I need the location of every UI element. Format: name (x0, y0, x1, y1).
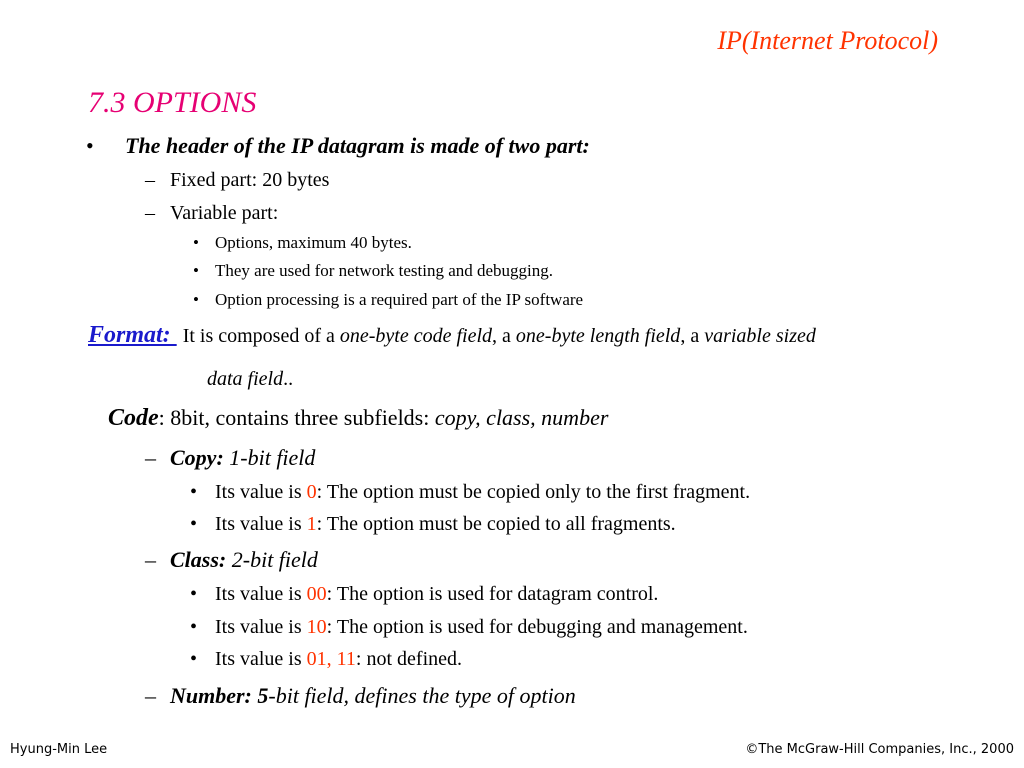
dash: – (145, 547, 156, 572)
code-label: Code (108, 405, 159, 431)
number-line (170, 683, 576, 709)
list-item: Options, maximum 40 bytes. (215, 233, 412, 252)
list-item (215, 481, 750, 504)
fixed-part-text: Fixed part: 20 bytes (170, 169, 330, 191)
bullet: • (190, 616, 198, 638)
copy-label: Copy: (170, 445, 224, 470)
format-italic-2: one-byte length field (515, 325, 681, 347)
bullet: • (190, 648, 198, 670)
list-item: Option processing is a required part of the IP software (215, 290, 584, 309)
value-code: 00 (306, 583, 327, 605)
code-text: 8bit, contains three subfields: (164, 405, 435, 430)
list-item (215, 648, 462, 671)
number-label: Number: 5 (170, 683, 269, 708)
list-item (215, 616, 748, 639)
format-data-field: data field (207, 368, 284, 390)
format-line-2 (207, 368, 293, 391)
value-post: : The option must be copied to all fragments. (316, 513, 676, 535)
format-italic-3: variable sized (704, 325, 816, 347)
bullet: • (190, 583, 198, 605)
format-line (88, 322, 816, 349)
format-label: Format: (88, 322, 177, 348)
value-post: : not defined. (355, 648, 463, 670)
intro-text: The header of the IP datagram is made of two part: (125, 133, 590, 158)
section-title: 7.3 OPTIONS (88, 86, 257, 119)
class-desc: 2-bit field (226, 547, 318, 572)
class-line (170, 547, 318, 573)
bullet: • (190, 481, 198, 503)
dash: – (145, 202, 155, 224)
bullet: • (193, 233, 199, 252)
format-italic-1: one-byte code field (339, 325, 493, 347)
list-item (215, 513, 676, 536)
code-subfields: copy, class, number (434, 405, 609, 430)
header-title: IP(Internet Protocol) (717, 26, 938, 55)
value-post: : The option is used for debugging and management. (326, 616, 748, 638)
copy-desc: 1-bit field (223, 445, 316, 470)
value-post: : The option must be copied only to the first fragment. (316, 481, 751, 503)
intro-bullet: • (86, 133, 94, 158)
value-code: 01, 11 (306, 648, 356, 670)
bullet: • (190, 513, 198, 535)
format-text-3: , a (680, 325, 705, 347)
list-item: They are used for network testing and debugging. (215, 261, 554, 280)
value-post: : The option is used for datagram control. (326, 583, 659, 605)
number-desc: -bit field, defines the type of option (268, 683, 576, 708)
format-line-2-end: .. (283, 368, 294, 390)
value-pre: Its value is (215, 481, 307, 503)
copy-line (170, 445, 315, 471)
format-text-1: It is composed of a (182, 325, 340, 347)
code-colon: : (158, 405, 165, 430)
value-pre: Its value is (215, 616, 307, 638)
footer-author: Hyung-Min Lee (10, 742, 108, 757)
code-line (108, 405, 608, 432)
value-pre: Its value is (215, 648, 307, 670)
format-text-2: , a (492, 325, 516, 347)
value-pre: Its value is (215, 583, 307, 605)
dash: – (145, 169, 155, 191)
list-item (215, 583, 658, 606)
class-label: Class: (170, 547, 227, 572)
value-code: 1 (306, 513, 317, 535)
value-pre: Its value is (215, 513, 307, 535)
dash: – (145, 683, 156, 708)
bullet: • (193, 261, 199, 280)
variable-part-text: Variable part: (170, 202, 279, 224)
bullet: • (193, 290, 199, 309)
value-code: 0 (306, 481, 317, 503)
footer-copyright: ©The McGraw-Hill Companies, Inc., 2000 (745, 742, 1014, 757)
dash: – (145, 445, 156, 470)
value-code: 10 (306, 616, 327, 638)
